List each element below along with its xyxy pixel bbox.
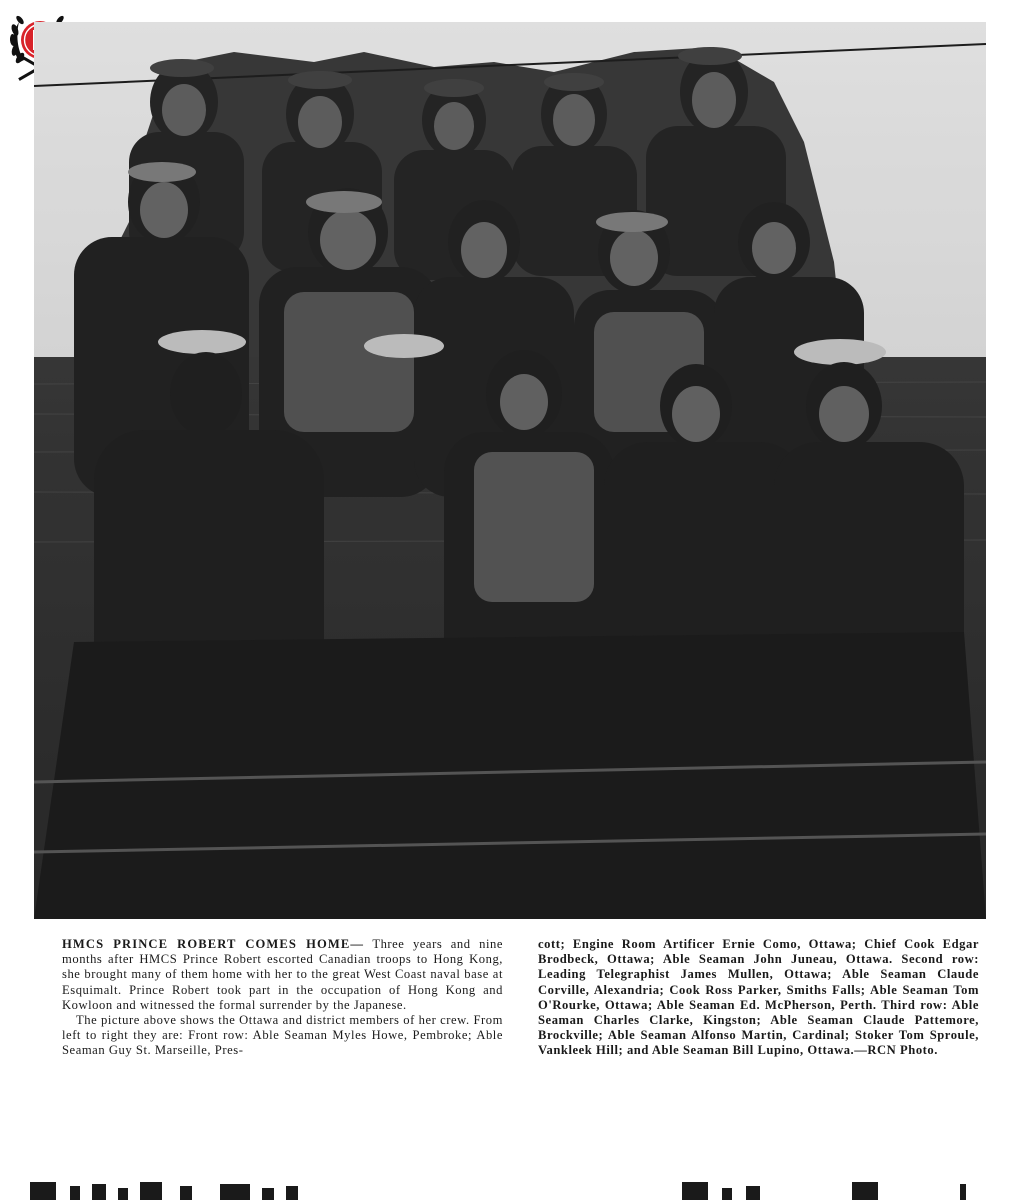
crew-photograph bbox=[34, 22, 986, 919]
crew-photo-image bbox=[34, 22, 986, 919]
caption-paragraph-3: cott; Engine Room Artificer Ernie Como, Ottawa; Chief Cook Edgar Brodbeck, Ottawa; Able Seaman John Juneau, Ottawa. Second row: Leading Telegraphist James Mullen, Ottawa; Able Seaman Claude Corville, Alexandria; Cook Ross Parker, Smiths Falls; Able Seaman Tom O'Rourke, Ottawa; Able Seaman Ed. McPherson, Perth. Third row: Able Seaman Charles Clarke, Kingston; Able Seaman Claude Pattemore, Brockville; Able Seaman Alfonso Martin, Cardinal; Stoker Tom Sproule, Vankleek Hill; and Able Seaman Bill Lupino, Ottawa.—RCN Photo. bbox=[538, 937, 979, 1058]
headline-fragment-shapes bbox=[0, 1170, 1022, 1200]
caption-heading: HMCS PRINCE ROBERT COMES HOME— bbox=[62, 937, 365, 951]
cut-off-headline bbox=[0, 1170, 1022, 1200]
caption-column-right bbox=[538, 937, 979, 1059]
caption-paragraph-1 bbox=[62, 937, 503, 1013]
caption-paragraph-2: The picture above shows the Ottawa and district members of her crew. From left to right they are: Front row: Able Seaman Myles Howe, Pembroke; Able Seaman Guy St. Marseille, Pres- bbox=[62, 1013, 503, 1058]
caption-column-left bbox=[62, 937, 503, 1059]
caption-body-1: Three years and nine months after HMCS Prince Robert escorted Canadian troops to Hong Kong, she brought many of them home with her to the great West Coast naval base at Esquimalt. Prince Robert took part in the occupation of Hong Kong and Kowloon and witnessed the formal surrender by the Japanese. bbox=[62, 937, 503, 1012]
